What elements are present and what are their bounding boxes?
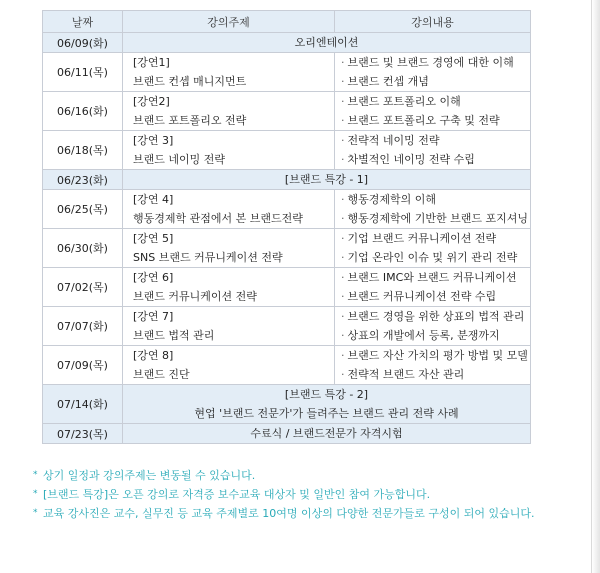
content-item: 브랜드 경영을 위한 상표의 법적 관리 [347, 310, 525, 323]
content-item: 브랜드 자산 가치의 평가 방법 및 모델 [347, 349, 528, 362]
row-date: 06/25(목) [43, 190, 123, 229]
table-row [43, 346, 531, 385]
note-item [33, 466, 553, 485]
bullet-icon: · [341, 290, 345, 303]
topic-title: 브랜드 네이밍 전략 [133, 153, 226, 166]
topic-title: 브랜드 컨셉 매니지먼트 [133, 75, 247, 88]
table-row [43, 92, 531, 131]
event-line: 수료식 / 브랜드전문가 자격시험 [250, 427, 403, 440]
row-content [335, 307, 531, 346]
bullet-icon: · [341, 368, 345, 381]
note-item [33, 485, 553, 504]
row-topic [123, 131, 335, 170]
row-event [123, 385, 531, 424]
content-item: 브랜드 커뮤니케이션 전략 수립 [347, 290, 497, 303]
row-date: 07/02(목) [43, 268, 123, 307]
bullet-icon: · [341, 349, 345, 362]
row-content [335, 190, 531, 229]
row-date: 06/18(목) [43, 131, 123, 170]
bullet-icon: · [341, 134, 345, 147]
content-item: 기업 브랜드 커뮤니케이션 전략 [347, 232, 497, 245]
table-row [43, 229, 531, 268]
content-item: 상표의 개발에서 등록, 분쟁까지 [347, 329, 500, 342]
table-row [43, 33, 531, 53]
topic-number: [강연 8] [133, 349, 174, 362]
row-date: 06/23(화) [43, 170, 123, 190]
row-topic [123, 268, 335, 307]
content-item: 전략적 브랜드 자산 관리 [347, 368, 465, 381]
topic-number: [강연 3] [133, 134, 174, 147]
note-text: 교육 강사진은 교수, 실무진 등 교육 주제별로 10여명 이상의 다양한 전문가들로 구성이 되어 있습니다. [43, 507, 535, 520]
note-item [33, 504, 553, 523]
asterisk-icon: * [33, 508, 38, 518]
bullet-icon: · [341, 114, 345, 127]
row-date: 06/16(화) [43, 92, 123, 131]
table-row [43, 424, 531, 444]
row-content [335, 268, 531, 307]
row-event [123, 170, 531, 190]
topic-number: [강연 6] [133, 271, 174, 284]
topic-number: [강연2] [133, 95, 170, 108]
asterisk-icon: * [33, 489, 38, 499]
row-topic [123, 229, 335, 268]
table-row [43, 307, 531, 346]
row-topic [123, 190, 335, 229]
bullet-icon: · [341, 56, 345, 69]
notes-section [33, 466, 553, 523]
bullet-icon: · [341, 329, 345, 342]
topic-number: [강연1] [133, 56, 170, 69]
note-text: 상기 일정과 강의주제는 변동될 수 있습니다. [43, 469, 256, 482]
topic-title: 브랜드 커뮤니케이션 전략 [133, 290, 257, 303]
row-date: 06/09(화) [43, 33, 123, 53]
event-line: 오리엔테이션 [294, 36, 359, 49]
row-date: 07/09(목) [43, 346, 123, 385]
content-item: 차별적인 네이밍 전략 수립 [347, 153, 475, 166]
topic-title: 브랜드 법적 관리 [133, 329, 215, 342]
event-line: [브랜드 특강 - 1] [284, 173, 369, 186]
row-content [335, 53, 531, 92]
content-item: 전략적 네이밍 전략 [347, 134, 440, 147]
row-date: 06/11(목) [43, 53, 123, 92]
row-topic [123, 92, 335, 131]
content-item: 브랜드 및 브랜드 경영에 대한 이해 [347, 56, 514, 69]
content-item: 브랜드 컨셉 개념 [347, 75, 429, 88]
content-item: 행동경제학에 기반한 브랜드 포지셔닝 [347, 212, 529, 225]
row-topic [123, 307, 335, 346]
row-event [123, 33, 531, 53]
row-date: 06/30(화) [43, 229, 123, 268]
topic-title: SNS 브랜드 커뮤니케이션 전략 [133, 251, 283, 264]
table-header-row [43, 11, 531, 33]
header-topic: 강의주제 [123, 11, 335, 33]
content-item: 기업 온라인 이슈 및 위기 관리 전략 [347, 251, 518, 264]
bullet-icon: · [341, 75, 345, 88]
topic-title: 브랜드 진단 [133, 368, 190, 381]
note-text: [브랜드 특강]은 오픈 강의로 자격증 보수교육 대상자 및 일반인 참여 가능합니다. [43, 488, 431, 501]
page-edge-divider [591, 0, 600, 573]
table-row [43, 170, 531, 190]
table-row [43, 268, 531, 307]
row-content [335, 92, 531, 131]
bullet-icon: · [341, 232, 345, 245]
content-item: 브랜드 IMC와 브랜드 커뮤니케이션 [347, 271, 517, 284]
asterisk-icon: * [33, 470, 38, 480]
content-item: 행동경제학의 이해 [347, 193, 437, 206]
header-content: 강의내용 [335, 11, 531, 33]
content-item: 브랜드 포트폴리오 이해 [347, 95, 461, 108]
bullet-icon: · [341, 153, 345, 166]
content-item: 브랜드 포트폴리오 구축 및 전략 [347, 114, 500, 127]
row-topic [123, 346, 335, 385]
table-row [43, 131, 531, 170]
row-topic [123, 53, 335, 92]
topic-number: [강연 4] [133, 193, 174, 206]
header-date: 날짜 [43, 11, 123, 33]
row-content [335, 229, 531, 268]
bullet-icon: · [341, 310, 345, 323]
table-row [43, 53, 531, 92]
row-date: 07/14(화) [43, 385, 123, 424]
bullet-icon: · [341, 251, 345, 264]
row-date: 07/23(목) [43, 424, 123, 444]
topic-title: 행동경제학 관점에서 본 브랜드전략 [133, 212, 303, 225]
row-event [123, 424, 531, 444]
row-content [335, 346, 531, 385]
row-date: 07/07(화) [43, 307, 123, 346]
row-content [335, 131, 531, 170]
topic-number: [강연 5] [133, 232, 174, 245]
topic-number: [강연 7] [133, 310, 174, 323]
table-row [43, 385, 531, 424]
lecture-schedule-table [42, 10, 531, 444]
table-row [43, 190, 531, 229]
bullet-icon: · [341, 193, 345, 206]
bullet-icon: · [341, 271, 345, 284]
bullet-icon: · [341, 212, 345, 225]
bullet-icon: · [341, 95, 345, 108]
event-line: [브랜드 특강 - 2] [284, 388, 369, 401]
topic-title: 브랜드 포트폴리오 전략 [133, 114, 247, 127]
event-line: 현업 '브랜드 전문가'가 들려주는 브랜드 관리 전략 사례 [194, 407, 459, 420]
